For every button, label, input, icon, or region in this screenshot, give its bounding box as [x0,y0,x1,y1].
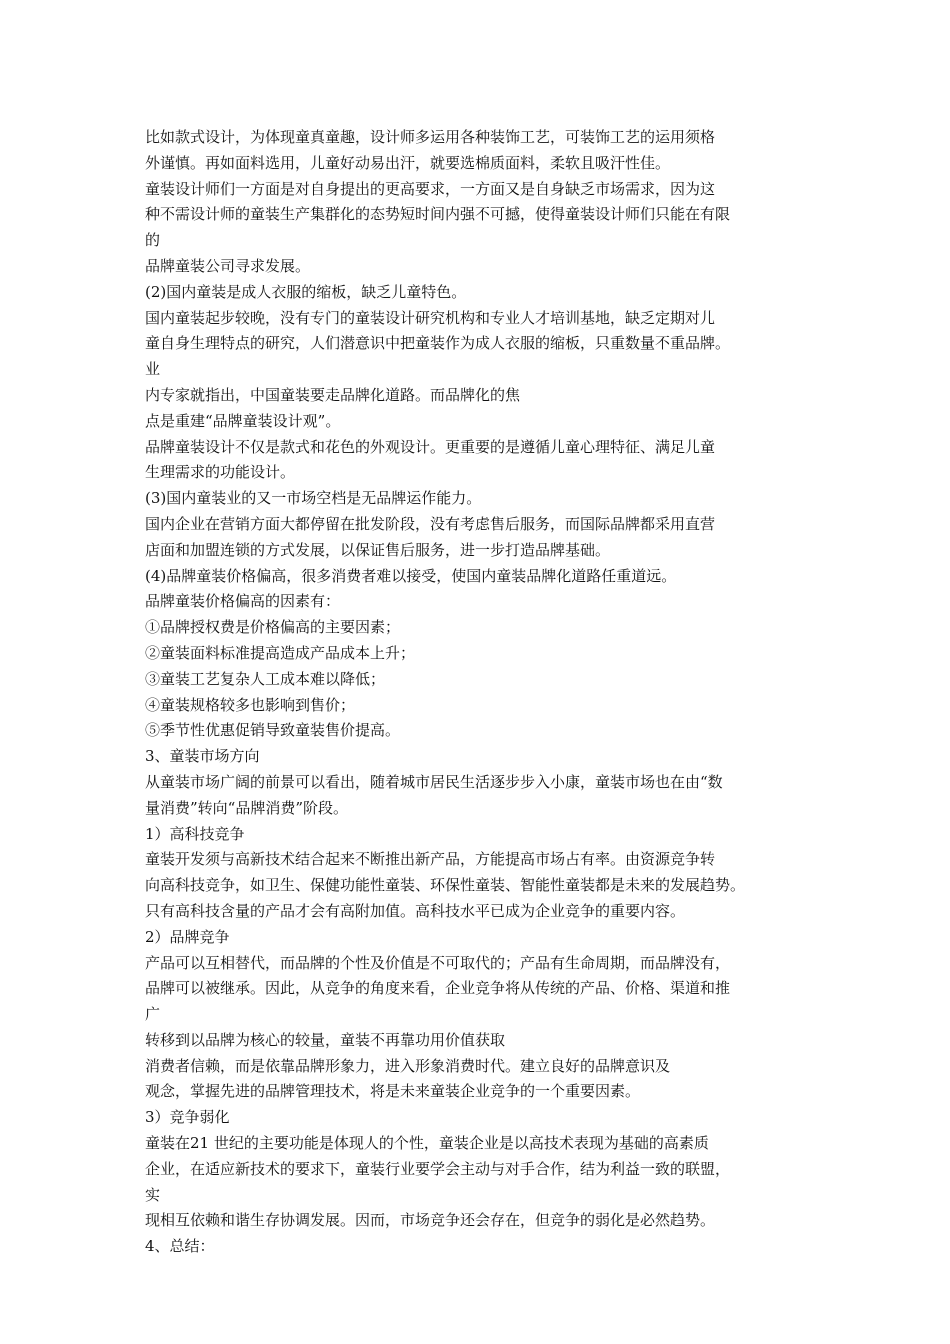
text-line: 业 [145,360,161,379]
text-line: 店面和加盟连锁的方式发展，以保证售后服务，进一步打造品牌基础。 [145,540,611,559]
text-line: 企业，在适应新技术的要求下，童装行业要学会主动与对手合作，结为利益一致的联盟， [145,1159,731,1178]
text-line: 童装设计师们一方面是对自身提出的更高要求，一方面又是自身缺乏市场需求，因为这 [145,179,716,198]
section-heading: 4、总结： [145,1237,215,1256]
text-line: 内专家就指出，中国童装要走品牌化道路。而品牌化的焦 [145,385,521,404]
text-line: 童装开发须与高新技术结合起来不断推出新产品，方能提高市场占有率。由资源竞争转 [145,850,716,869]
subsection-heading: 1）高科技竞争 [145,824,245,843]
text-line: 的 [145,231,161,250]
text-line: 向高科技竞争，如卫生、保健功能性童装、环保性童装、智能性童装都是未来的发展趋势。 [145,876,746,895]
text-line: 品牌童装价格偏高的因素有： [145,592,341,611]
subsection-heading: 3）竞争弱化 [145,1108,230,1127]
text-line: 品牌童装公司寻求发展。 [145,256,311,275]
text-line: 外谨慎。再如面料选用，儿童好动易出汗，就要选棉质面料，柔软且吸汗性佳。 [145,153,671,172]
text-line: 童自身生理特点的研究，人们潜意识中把童装作为成人衣服的缩板，只重数量不重品牌。 [145,334,731,353]
subsection-heading: 2）品牌竞争 [145,927,230,946]
text-line: 生理需求的功能设计。 [145,463,296,482]
list-item: ②童装面料标准提高造成产品成本上升； [145,643,416,662]
text-line: 国内企业在营销方面大都停留在批发阶段，没有考虑售后服务，而国际品牌都采用直营 [145,514,716,533]
text-line: 只有高科技含量的产品才会有高附加值。高科技水平已成为企业竞争的重要内容。 [145,901,686,920]
text-line: 量消费”转向“品牌消费”阶段。 [145,798,349,817]
text-line: 观念，掌握先进的品牌管理技术，将是未来童装企业竞争的一个重要因素。 [145,1082,641,1101]
text-line: 种不需设计师的童装生产集群化的态势短时间内强不可撼，使得童装设计师们只能在有限 [145,205,731,224]
text-line: 从童装市场广阔的前景可以看出，随着城市居民生活逐步步入小康，童装市场也在由“数 [145,772,723,791]
text-line: 现相互依赖和谐生存协调发展。因而，市场竞争还会存在，但竞争的弱化是必然趋势。 [145,1211,716,1230]
list-item: ①品牌授权费是价格偏高的主要因素； [145,618,401,637]
text-line: 消费者信赖，而是依靠品牌形象力，进入形象消费时代。建立良好的品牌意识及 [145,1056,671,1075]
text-line: 国内童装起步较晚，没有专门的童装设计研究机构和专业人才培训基地，缺乏定期对儿 [145,308,716,327]
text-line: 品牌童装设计不仅是款式和花色的外观设计。更重要的是遵循儿童心理特征、满足儿童 [145,437,716,456]
list-item: ④童装规格较多也影响到售价； [145,695,356,714]
text-line: 品牌可以被继承。因此，从竞争的角度来看，企业竞争将从传统的产品、价格、渠道和推 [145,979,731,998]
text-line: 实 [145,1185,161,1204]
document-body [145,125,825,1260]
text-line: 比如款式设计，为体现童真童趣，设计师多运用各种装饰工艺，可装饰工艺的运用须格 [145,128,716,146]
section-heading: (2)国内童装是成人衣服的缩板，缺乏儿童特色。 [145,282,467,301]
text-line: 广 [145,1005,161,1024]
text-line: 转移到以品牌为核心的较量，童装不再靠功用价值获取 [145,1030,506,1049]
text-line: 童装在21 世纪的主要功能是体现人的个性，童装企业是以高技术表现为基础的高素质 [145,1134,709,1153]
list-item: ⑤季节性优惠促销导致童装售价提高。 [145,721,401,740]
list-item: ③童装工艺复杂人工成本难以降低； [145,669,386,688]
section-heading: (3)国内童装业的又一市场空档是无品牌运作能力。 [145,489,482,508]
section-heading: 3、童装市场方向 [145,747,260,766]
section-heading: (4)品牌童装价格偏高，很多消费者难以接受，使国内童装品牌化道路任重道远。 [145,566,677,585]
text-line: 点是重建“品牌童装设计观”。 [145,411,341,430]
text-line: 产品可以互相替代，而品牌的个性及价值是不可取代的；产品有生命周期，而品牌没有， [145,953,731,972]
